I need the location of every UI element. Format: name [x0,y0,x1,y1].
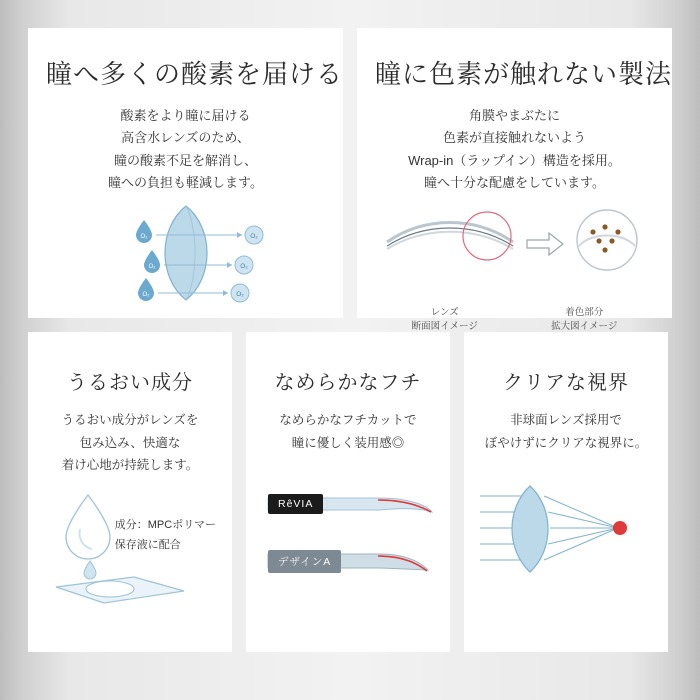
card-oxygen-body-line: 酸素をより瞳に届ける [120,108,251,123]
caption-lens [382,306,508,333]
card-smooth-edge-body [260,409,436,454]
card-moisture-body-line: 着け心地が持続します。 [61,458,199,472]
card-smooth-edge [246,332,450,652]
wrap-in-captions [375,306,654,333]
svg-text:O₂: O₂ [142,292,150,299]
card-smooth-edge-title: なめらかなフチ [274,372,422,394]
card-wrap-in-body-line: Wrap-in（ラップイン）構造を採用。 [408,152,621,168]
moisture-note-line: 成分：MPCポリマー [114,518,216,531]
card-clear-vision-body-line: 非球面レンズ採用で [510,413,622,427]
card-wrap-in-body-line: 瞳へ十分な配慮をしています。 [424,175,605,191]
badge-revia: RêVIA [268,494,323,514]
caption-line: 着色部分 [565,307,604,319]
caption-line: レンズ [430,307,459,319]
svg-text:O₂: O₂ [148,264,156,271]
bottom-row [28,332,672,652]
moisture-illustration [42,489,218,609]
card-smooth-edge-body-line: なめらかなフチカットで [279,413,417,427]
wrap-in-diagram-svg [375,196,654,296]
card-oxygen [28,28,343,318]
card-clear-vision-body [478,409,654,454]
card-wrap-in-body [375,105,654,194]
badge-design-a: デザインA [268,550,341,573]
top-row [28,28,673,332]
card-moisture [28,332,232,652]
oxygen-diagram-svg [46,198,325,308]
moisture-note [115,515,216,557]
card-oxygen-body-line: 高含水レンズのため、 [121,130,250,146]
card-wrap-in [357,28,673,332]
card-clear-vision [464,332,668,652]
card-oxygen-body [46,105,325,194]
moisture-note-line: 保存液に配合 [114,539,181,552]
card-smooth-edge-body-line: 瞳に優しく装用感◎ [291,435,405,450]
card-wrap-in-body-line: 角膜やまぶたに [468,108,560,123]
edge-diagram-svg [260,472,436,602]
card-moisture-body [42,409,218,477]
wrap-in-illustration [375,196,654,304]
card-clear-vision-title: クリアな視界 [503,372,629,394]
clear-vision-illustration [478,478,654,598]
caption-line: 断面図イメージ [411,320,478,332]
oxygen-illustration [46,198,325,308]
card-oxygen-title: 瞳へ多くの酸素を届ける [46,60,344,89]
card-wrap-in-title: 瞳に色素が触れない製法 [375,60,673,89]
card-moisture-title: うるおい成分 [67,372,193,394]
caption-pigment [521,306,647,333]
vision-diagram-svg [478,478,654,598]
card-clear-vision-body-line: ぼやけずにクリアな視界に。 [484,435,648,450]
card-oxygen-body-line: 瞳の酸素不足を解消し、 [113,152,257,168]
card-oxygen-body-line: 瞳への負担も軽減します。 [108,175,263,191]
smooth-edge-illustration [260,472,436,602]
svg-text:O₂: O₂ [240,263,248,271]
svg-text:O₂: O₂ [236,291,244,299]
card-moisture-body-line: 包み込み、快適な [79,435,181,450]
svg-text:O₂: O₂ [140,234,148,241]
card-wrap-in-body-line: 色素が直接触れないよう [442,130,586,146]
caption-line: 拡大図イメージ [551,320,618,332]
card-moisture-body-line: うるおい成分がレンズを [61,413,199,427]
svg-text:O₂: O₂ [250,233,258,241]
